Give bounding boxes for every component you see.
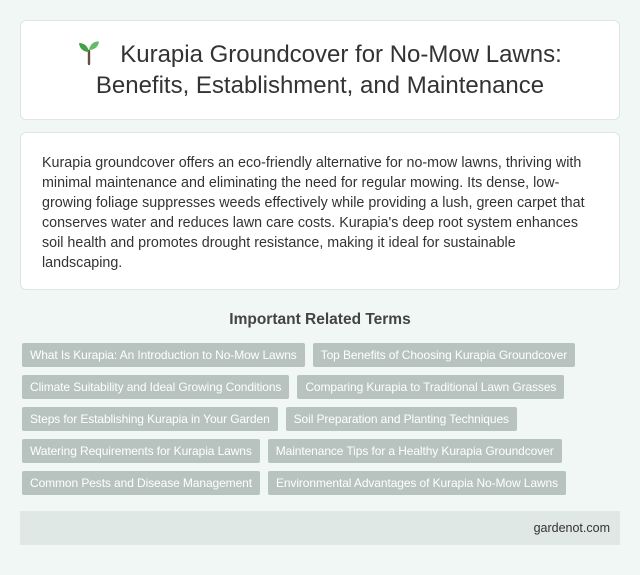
summary-card	[20, 132, 620, 290]
related-term-tag[interactable]: Common Pests and Disease Management	[22, 471, 260, 495]
related-terms-list	[22, 343, 622, 495]
related-term-tag[interactable]: Steps for Establishing Kurapia in Your Garden	[22, 407, 278, 431]
related-term-tag[interactable]: Maintenance Tips for a Healthy Kurapia Groundcover	[268, 439, 562, 463]
title-card	[20, 20, 620, 120]
related-term-tag[interactable]: Watering Requirements for Kurapia Lawns	[22, 439, 260, 463]
related-term-tag[interactable]: Comparing Kurapia to Traditional Lawn Grasses	[297, 375, 564, 399]
footer-site-link[interactable]: gardenot.com	[533, 521, 610, 535]
page-title	[45, 39, 595, 101]
page-title-text: Kurapia Groundcover for No-Mow Lawns: Benefits, Establishment, and Maintenance	[95, 41, 562, 99]
related-term-tag[interactable]: Soil Preparation and Planting Techniques	[286, 407, 517, 431]
summary-text: Kurapia groundcover offers an eco-friendly alternative for no-mow lawns, thriving with minimal maintenance and eliminating the need for regular mowing. Its dense, low-growing foliage suppresses weeds effectively while providing a lush, green carpet that conserves water and reduces lawn care costs. Kurapia's deep root system enhances soil health and promotes drought resistance, making it ideal for sustainable landscaping.	[42, 155, 585, 271]
related-terms-heading: Important Related Terms	[229, 311, 411, 328]
related-term-tag[interactable]: Environmental Advantages of Kurapia No-Mow Lawns	[268, 471, 566, 495]
related-term-tag[interactable]: Climate Suitability and Ideal Growing Conditions	[22, 375, 289, 399]
seedling-icon	[78, 40, 100, 66]
related-term-tag[interactable]: Top Benefits of Choosing Kurapia Groundcover	[313, 343, 575, 367]
footer	[20, 511, 620, 545]
related-term-tag[interactable]: What Is Kurapia: An Introduction to No-Mow Lawns	[22, 343, 305, 367]
